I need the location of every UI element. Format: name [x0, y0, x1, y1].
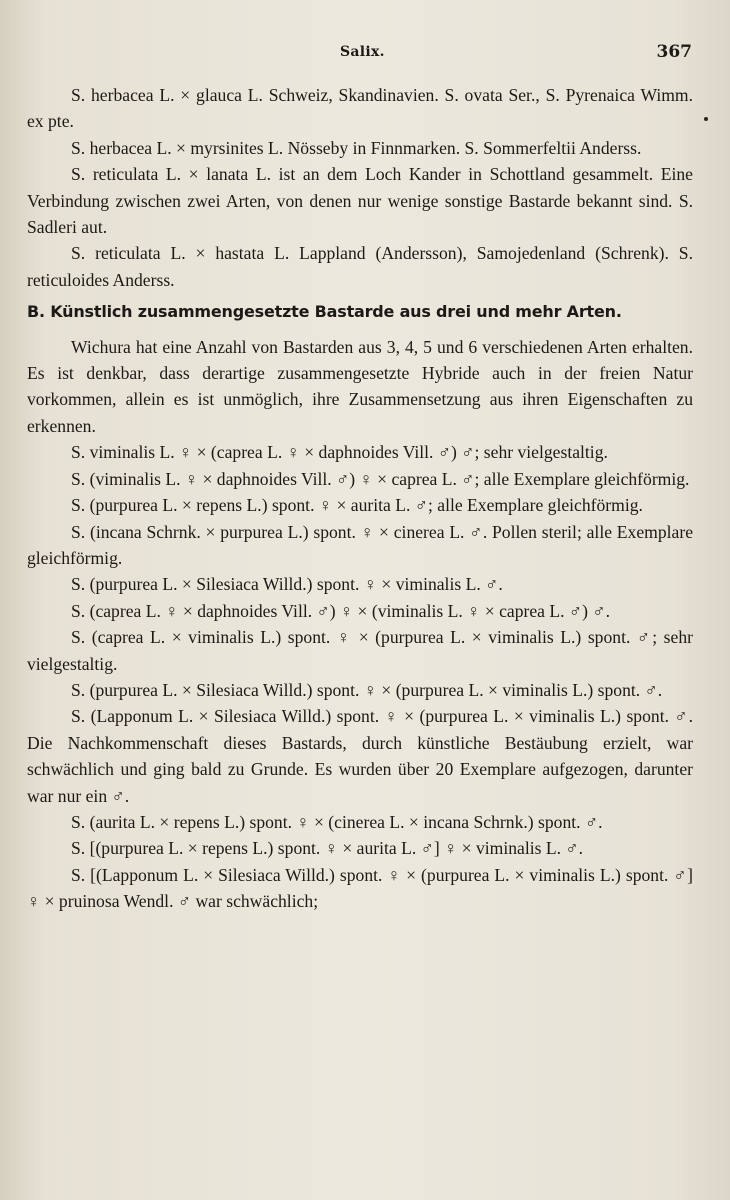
paragraph: S. [(Lapponum L. × Silesiaca Willd.) spont. ♀ × (purpurea L. × viminalis L.) spont. ♂] ♀ × pruinosa Wendl. ♂ war schwächlich; [27, 864, 693, 912]
paragraph: S. (purpurea L. × Silesiaca Willd.) spont. ♀ × (purpurea L. × viminalis L.) spont. ♂. [71, 679, 663, 700]
paragraph: S. herbacea L. × glauca L. Schweiz, Skandinavien. S. ovata Ser., S. Pyrenaica Wimm. ex pte. [27, 85, 693, 132]
paragraph: S. (viminalis L. ♀ × daphnoides Vill. ♂) ♀ × caprea L. ♂; alle Exemplare gleichförmig. [71, 468, 690, 489]
paragraph: S. reticulata L. × hastata L. Lappland (Andersson), Samojedenland (Schrenk). S. reticuloides Anderss. [27, 243, 693, 290]
section-heading: B. Künstlich zusammengesetzte Bastarde aus drei und mehr Arten. [27, 302, 622, 322]
paragraph: S. (caprea L. ♀ × daphnoides Vill. ♂) ♀ × (viminalis L. ♀ × caprea L. ♂) ♂. [71, 600, 610, 621]
paragraph: S. (caprea L. × viminalis L.) spont. ♀ × (purpurea L. × viminalis L.) spont. ♂; sehr vielgestaltig. [27, 627, 693, 674]
running-head: Salix. [340, 44, 385, 60]
paragraph: Wichura hat eine Anzahl von Bastarden aus 3, 4, 5 und 6 verschiedenen Arten erhalten. Es ist denkbar, dass derartige zusammengesetzte Hybride auch in der freien Natur vorkommen, allein es ist unmöglich, ihre Zusammensetzung aus ihren Eigenschaften zu erkennen. [27, 336, 693, 436]
paragraph: S. reticulata L. × lanata L. ist an dem Loch Kander in Schottland gesammelt. Eine Verbindung zwischen zwei Arten, von denen nur wenige sonstige Bastarde bekannt sind. S. Sadleri aut. [27, 164, 693, 238]
page-number: 367 [656, 42, 692, 62]
paragraph: S. (incana Schrnk. × purpurea L.) spont. ♀ × cinerea L. ♂. Pollen steril; alle Exemplare gleichförmig. [27, 521, 693, 568]
paragraph: S. viminalis L. ♀ × (caprea L. ♀ × daphnoides Vill. ♂) ♂; sehr vielgestaltig. [71, 442, 608, 463]
paragraph: S. (purpurea L. × repens L.) spont. ♀ × aurita L. ♂; alle Exemplare gleichförmig. [71, 495, 643, 516]
paragraph: S. [(purpurea L. × repens L.) spont. ♀ × aurita L. ♂] ♀ × viminalis L. ♂. [71, 838, 584, 859]
ink-speck [704, 117, 708, 121]
paragraph: S. herbacea L. × myrsinites L. Nösseby in Finnmarken. S. Sommerfeltii Anderss. [71, 137, 642, 158]
paragraph: S. (Lapponum L. × Silesiaca Willd.) spont. ♀ × (purpurea L. × viminalis L.) spont. ♂. Die Nachkommenschaft dieses Bastards, durch künstliche Bestäubung erzielt, war schwächlich und ging bald zu Grunde. Es wurden über 20 Exemplare aufgezogen, darunter war nur ein ♂. [27, 706, 693, 806]
paragraph: S. (purpurea L. × Silesiaca Willd.) spont. ♀ × viminalis L. ♂. [71, 574, 503, 595]
paragraph: S. (aurita L. × repens L.) spont. ♀ × (cinerea L. × incana Schrnk.) spont. ♂. [71, 811, 603, 832]
body-text [27, 82, 693, 915]
page-header [0, 44, 730, 68]
